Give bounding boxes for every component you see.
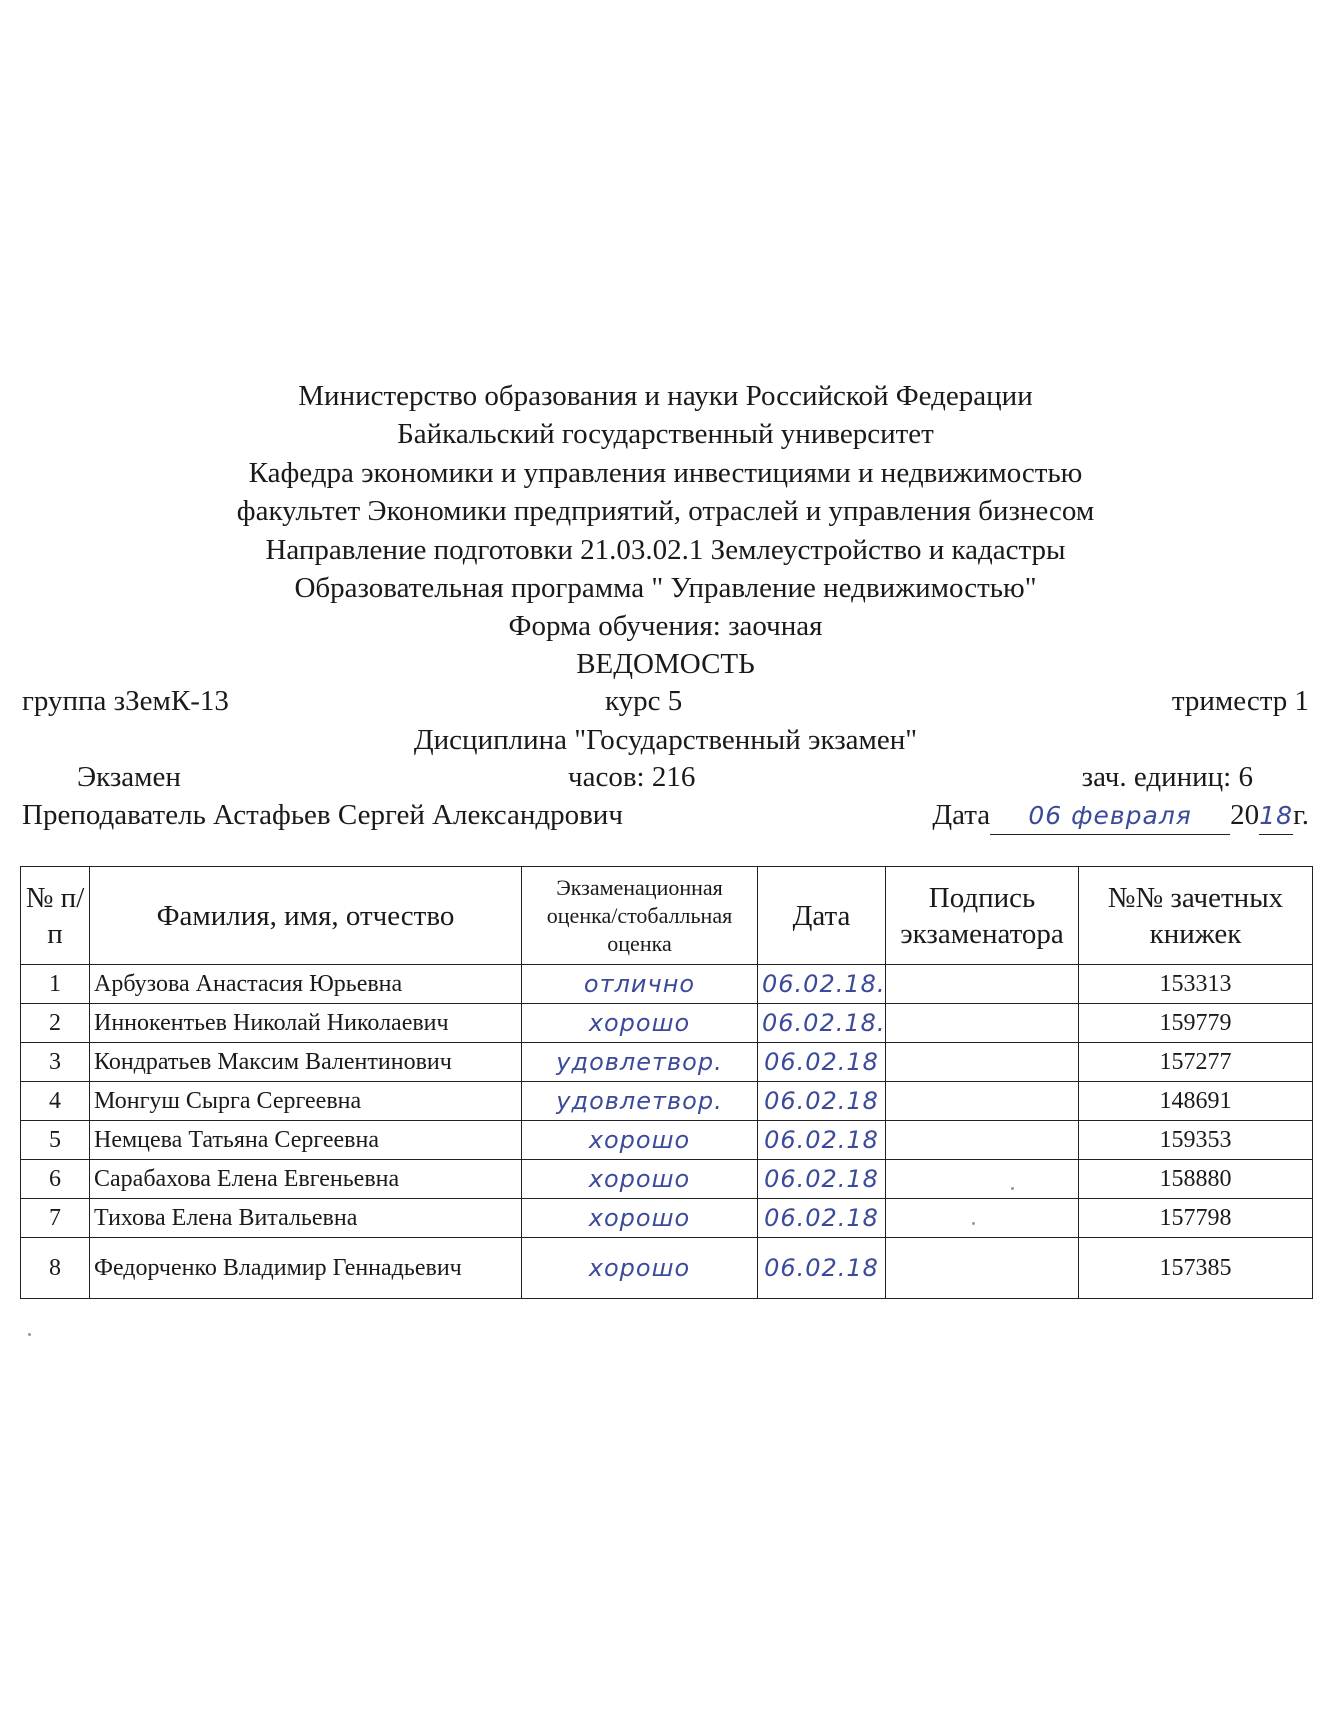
date-line <box>932 797 1309 835</box>
trimester-label: триместр 1 <box>1171 685 1309 717</box>
scan-speck <box>28 1333 31 1336</box>
col-signature-header: Подпись экзаменатора <box>886 867 1079 965</box>
grade-handwritten: хорошо <box>522 1199 758 1238</box>
document-title: ВЕДОМОСТЬ <box>576 648 755 680</box>
table-row <box>21 1043 1313 1082</box>
date-handwritten-cell: 06.02.18. <box>758 1004 886 1043</box>
date-handwritten: 06 февраля <box>990 798 1230 835</box>
col-name-header: Фамилия, имя, отчество <box>90 867 522 965</box>
date-handwritten-cell: 06.02.18 <box>758 1043 886 1082</box>
direction-line: Направление подготовки 21.03.02.1 Землеустройство и кадастры <box>265 534 1066 566</box>
record-book-number: 157385 <box>1079 1238 1313 1299</box>
signature-cell <box>886 1043 1079 1082</box>
university-line: Байкальский государственный университет <box>397 418 934 450</box>
table-row <box>21 1199 1313 1238</box>
row-number: 7 <box>21 1199 90 1238</box>
grade-handwritten: удовлетвор. <box>522 1043 758 1082</box>
student-name: Немцева Татьяна Сергеевна <box>90 1121 522 1160</box>
student-name: Арбузова Анастасия Юрьевна <box>90 965 522 1004</box>
table-row <box>21 1160 1313 1199</box>
table-row <box>21 1121 1313 1160</box>
signature-cell <box>886 1199 1079 1238</box>
col-number-header: № п/п <box>21 867 90 965</box>
row-number: 8 <box>21 1238 90 1299</box>
student-name: Федорченко Владимир Геннадьевич <box>90 1238 522 1299</box>
signature-cell <box>886 1160 1079 1199</box>
table-row <box>21 965 1313 1004</box>
scan-speck <box>972 1222 975 1225</box>
record-book-number: 148691 <box>1079 1082 1313 1121</box>
study-form-line: Форма обучения: заочная <box>508 610 823 642</box>
faculty-line: факультет Экономики предприятий, отраслей и управления бизнесом <box>236 495 1095 527</box>
row-number: 1 <box>21 965 90 1004</box>
scan-speck <box>1011 1187 1014 1190</box>
col-record-book-header: №№ зачетных книжек <box>1079 867 1313 965</box>
date-handwritten-cell: 06.02.18 <box>758 1121 886 1160</box>
grade-handwritten: хорошо <box>522 1160 758 1199</box>
row-number: 2 <box>21 1004 90 1043</box>
teacher-label: Преподаватель Астафьев Сергей Александрович <box>22 799 623 831</box>
grade-handwritten: отлично <box>522 965 758 1004</box>
exam-type-label: Экзамен <box>77 761 181 793</box>
row-number: 4 <box>21 1082 90 1121</box>
table-row <box>21 1004 1313 1043</box>
col-date-header: Дата <box>758 867 886 965</box>
credits-label: зач. единиц: 6 <box>1081 761 1253 793</box>
group-label: группа зЗемК-13 <box>22 685 229 717</box>
grade-handwritten: хорошо <box>522 1004 758 1043</box>
student-name: Тихова Елена Витальевна <box>90 1199 522 1238</box>
ministry-line: Министерство образования и науки Российской Федерации <box>298 380 1033 412</box>
row-number: 5 <box>21 1121 90 1160</box>
signature-cell <box>886 1004 1079 1043</box>
record-book-number: 159779 <box>1079 1004 1313 1043</box>
record-book-number: 158880 <box>1079 1160 1313 1199</box>
date-handwritten-cell: 06.02.18 <box>758 1238 886 1299</box>
grade-handwritten: удовлетвор. <box>522 1082 758 1121</box>
col-grade-header: Экзаменационная оценка/стобалльная оценка <box>522 867 758 965</box>
signature-cell <box>886 1238 1079 1299</box>
student-name: Кондратьев Максим Валентинович <box>90 1043 522 1082</box>
student-name: Иннокентьев Николай Николаевич <box>90 1004 522 1043</box>
row-number: 6 <box>21 1160 90 1199</box>
course-label: курс 5 <box>605 685 683 717</box>
year-prefix: 20 <box>1230 799 1260 831</box>
student-name: Сарабахова Елена Евгеньевна <box>90 1160 522 1199</box>
record-book-number: 153313 <box>1079 965 1313 1004</box>
table-row <box>21 1238 1313 1299</box>
year-suffix: г. <box>1293 799 1309 831</box>
grades-table <box>20 866 1313 1299</box>
discipline-line: Дисциплина "Государственный экзамен" <box>413 724 918 756</box>
record-book-number: 159353 <box>1079 1121 1313 1160</box>
date-handwritten-cell: 06.02.18 <box>758 1082 886 1121</box>
grade-handwritten: хорошо <box>522 1238 758 1299</box>
date-handwritten-cell: 06.02.18. <box>758 965 886 1004</box>
signature-cell <box>886 965 1079 1004</box>
department-line: Кафедра экономики и управления инвестициями и недвижимостью <box>248 457 1083 489</box>
record-book-number: 157798 <box>1079 1199 1313 1238</box>
student-name: Монгуш Сырга Сергеевна <box>90 1082 522 1121</box>
grade-handwritten: хорошо <box>522 1121 758 1160</box>
date-handwritten-cell: 06.02.18 <box>758 1160 886 1199</box>
date-label: Дата <box>932 799 991 831</box>
record-book-number: 157277 <box>1079 1043 1313 1082</box>
date-handwritten-cell: 06.02.18 <box>758 1199 886 1238</box>
signature-cell <box>886 1121 1079 1160</box>
year-handwritten: 18 <box>1259 798 1293 835</box>
hours-label: часов: 216 <box>568 761 696 793</box>
program-line: Образовательная программа " Управление недвижимостью" <box>294 572 1037 604</box>
row-number: 3 <box>21 1043 90 1082</box>
table-row <box>21 1082 1313 1121</box>
signature-cell <box>886 1082 1079 1121</box>
